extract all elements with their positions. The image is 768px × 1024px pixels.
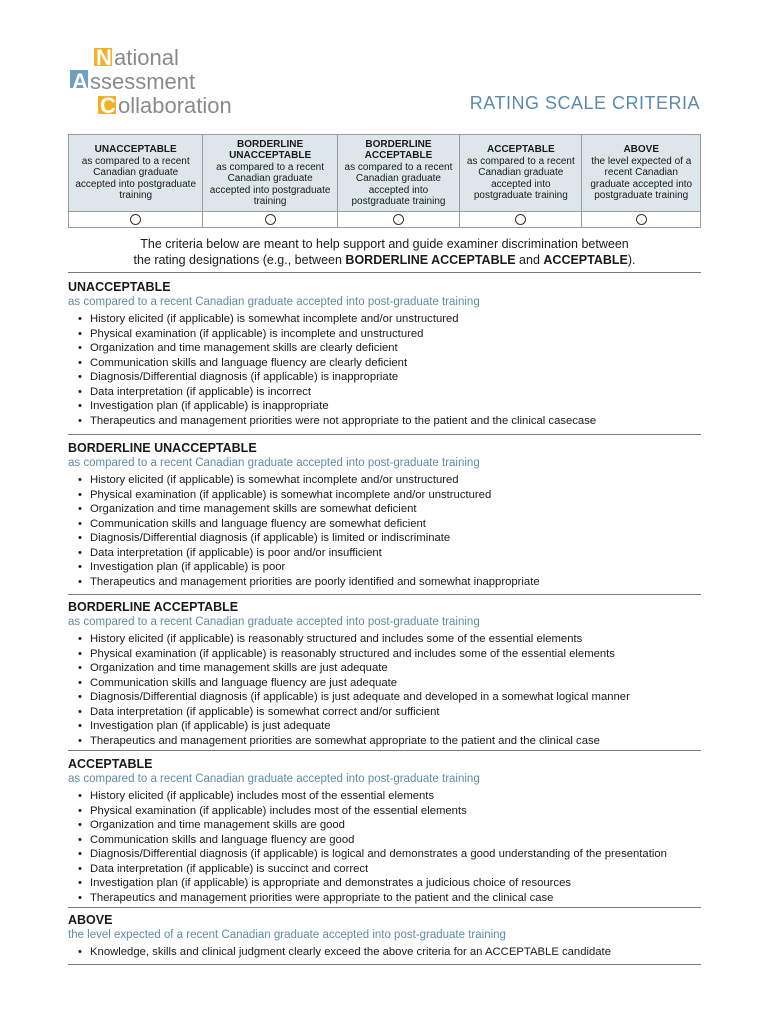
divider: [68, 272, 701, 273]
radio-cell-unacceptable: [69, 212, 203, 228]
divider: [68, 594, 701, 595]
list-item: • Physical examination (if applicable) is reasonably structured and includes some of the essential elements: [68, 647, 708, 662]
intro-line-2: the rating designations (e.g., between BORDERLINE ACCEPTABLE and ACCEPTABLE).: [133, 253, 636, 267]
criteria-list: [68, 473, 708, 589]
page-header: [0, 0, 768, 132]
list-item: • Investigation plan (if applicable) is just adequate: [68, 719, 708, 734]
logo-line-2: Assessment: [72, 69, 196, 94]
radio-above[interactable]: [636, 214, 647, 225]
section-above: [68, 913, 708, 960]
scale-cell-above: ABOVE the level expected of a recent Canadian graduate accepted into postgraduate training: [582, 135, 701, 212]
list-item: • Diagnosis/Differential diagnosis (if applicable) is inappropriate: [68, 370, 708, 385]
list-item: • Data interpretation (if applicable) is poor and/or insufficient: [68, 546, 708, 561]
divider: [68, 964, 701, 965]
list-item: • Investigation plan (if applicable) is poor: [68, 560, 708, 575]
list-item: • Diagnosis/Differential diagnosis (if applicable) is limited or indiscriminate: [68, 531, 708, 546]
list-item: • Organization and time management skills are somewhat deficient: [68, 502, 708, 517]
list-item: • Knowledge, skills and clinical judgment clearly exceed the above criteria for an ACCEPTABLE candidate: [68, 945, 708, 960]
list-item: • Diagnosis/Differential diagnosis (if applicable) is just adequate and developed in a somewhat logical manner: [68, 690, 708, 705]
divider: [68, 907, 701, 908]
section-title: ABOVE: [68, 913, 113, 927]
radio-cell-above: [582, 212, 701, 228]
criteria-list: [68, 632, 708, 748]
section-title: BORDERLINE UNACCEPTABLE: [68, 441, 257, 455]
list-item: • Physical examination (if applicable) includes most of the essential elements: [68, 804, 708, 819]
list-item: • Organization and time management skills are just adequate: [68, 661, 708, 676]
list-item: • Data interpretation (if applicable) is incorrect: [68, 385, 708, 400]
section-acceptable: [68, 757, 708, 905]
intro-text: [68, 236, 701, 268]
list-item: • Communication skills and language fluency are just adequate: [68, 676, 708, 691]
section-title: BORDERLINE ACCEPTABLE: [68, 600, 239, 614]
section-title: UNACCEPTABLE: [68, 280, 171, 294]
list-item: • History elicited (if applicable) is somewhat incomplete and/or unstructured: [68, 473, 708, 488]
list-item: • Data interpretation (if applicable) is somewhat correct and/or sufficient: [68, 705, 708, 720]
rating-scale-table: [68, 134, 701, 228]
list-item: • History elicited (if applicable) is reasonably structured and includes some of the essential elements: [68, 632, 708, 647]
criteria-list: [68, 945, 708, 960]
radio-cell-borderline-unacceptable: [203, 212, 337, 228]
radio-cell-borderline-acceptable: [337, 212, 459, 228]
section-borderline-unacceptable: [68, 441, 708, 589]
list-item: • Therapeutics and management priorities are poorly identified and somewhat inappropriate: [68, 575, 708, 590]
scale-cell-acceptable: ACCEPTABLE as compared to a recent Canadian graduate accepted into postgraduate training: [460, 135, 582, 212]
list-item: • Diagnosis/Differential diagnosis (if applicable) is logical and demonstrates a good understanding of the presentation: [68, 847, 708, 862]
list-item: • Investigation plan (if applicable) is inappropriate: [68, 399, 708, 414]
section-borderline-acceptable: [68, 600, 708, 748]
radio-acceptable[interactable]: [515, 214, 526, 225]
radio-borderline-acceptable[interactable]: [393, 214, 404, 225]
list-item: • Communication skills and language fluency are clearly deficient: [68, 356, 708, 371]
list-item: • Communication skills and language fluency are somewhat deficient: [68, 517, 708, 532]
section-subtitle: as compared to a recent Canadian graduate accepted into post-graduate training: [68, 616, 480, 628]
scale-cell-borderline-acceptable: BORDERLINE ACCEPTABLE as compared to a recent Canadian graduate accepted into postgraduate training: [337, 135, 459, 212]
list-item: • Therapeutics and management priorities were appropriate to the patient and the clinical case: [68, 891, 708, 906]
list-item: • Physical examination (if applicable) is incomplete and unstructured: [68, 327, 708, 342]
list-item: • Therapeutics and management priorities are somewhat appropriate to the patient and the clinical case: [68, 734, 708, 749]
section-subtitle: as compared to a recent Canadian graduate accepted into post-graduate training: [68, 457, 480, 469]
section-subtitle: as compared to a recent Canadian graduate accepted into post-graduate training: [68, 773, 480, 785]
list-item: • Organization and time management skills are clearly deficient: [68, 341, 708, 356]
scale-cell-unacceptable: UNACCEPTABLE as compared to a recent Canadian graduate accepted into postgraduate training: [69, 135, 203, 212]
intro-line-1: The criteria below are meant to help support and guide examiner discrimination between: [140, 237, 629, 251]
page-title: RATING SCALE CRITERIA: [469, 93, 700, 113]
section-subtitle: the level expected of a recent Canadian graduate accepted into post-graduate training: [68, 929, 506, 941]
divider: [68, 750, 701, 751]
rating-scale-descriptions: [69, 135, 701, 212]
list-item: • Organization and time management skills are good: [68, 818, 708, 833]
scale-cell-borderline-unacceptable: BORDERLINE UNACCEPTABLE as compared to a recent Canadian graduate accepted into postgraduate training: [203, 135, 337, 212]
divider: [68, 434, 701, 435]
list-item: • History elicited (if applicable) includes most of the essential elements: [68, 789, 708, 804]
section-title: ACCEPTABLE: [68, 757, 153, 771]
radio-cell-acceptable: [460, 212, 582, 228]
section-subtitle: as compared to a recent Canadian graduate accepted into post-graduate training: [68, 296, 480, 308]
list-item: • Investigation plan (if applicable) is appropriate and demonstrates a judicious choice of resources: [68, 876, 708, 891]
criteria-list: [68, 312, 708, 428]
logo-line-1: National: [96, 45, 179, 70]
list-item: • Physical examination (if applicable) is somewhat incomplete and/or unstructured: [68, 488, 708, 503]
section-unacceptable: [68, 280, 708, 428]
list-item: • Therapeutics and management priorities were not appropriate to the patient and the clinical casecase: [68, 414, 708, 429]
list-item: • Data interpretation (if applicable) is succinct and correct: [68, 862, 708, 877]
nac-logo: [68, 44, 268, 124]
criteria-list: [68, 789, 708, 905]
logo-line-3: Collaboration: [100, 93, 232, 118]
list-item: • Communication skills and language fluency are good: [68, 833, 708, 848]
radio-borderline-unacceptable[interactable]: [265, 214, 276, 225]
rating-scale-radios: [69, 212, 701, 228]
list-item: • History elicited (if applicable) is somewhat incomplete and/or unstructured: [68, 312, 708, 327]
radio-unacceptable[interactable]: [130, 214, 141, 225]
